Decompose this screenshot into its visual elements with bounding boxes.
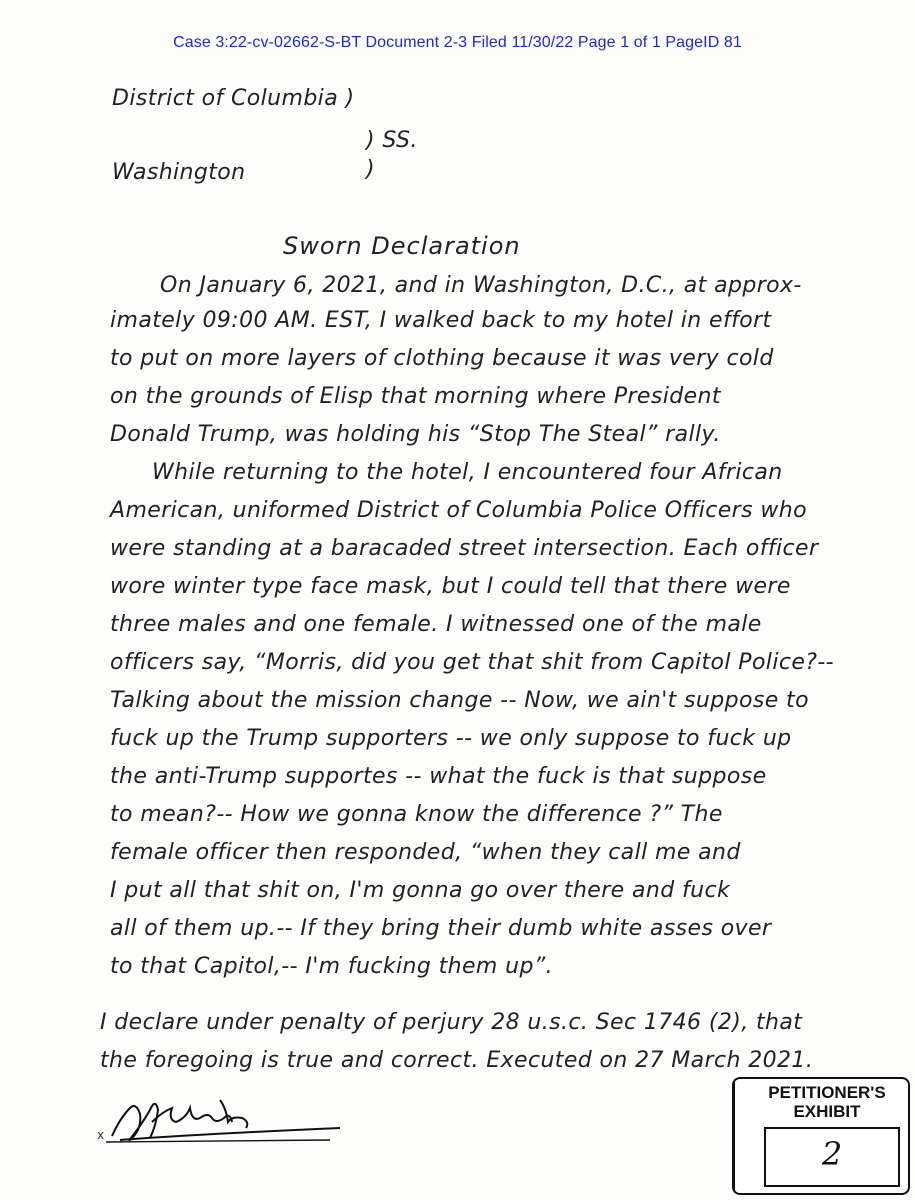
body-line: were standing at a baracaded street intersection. Each officer [110,536,819,561]
exhibit-number: 2 [821,1135,843,1173]
declaration-line: the foregoing is true and correct. Executed on 27 March 2021. [100,1048,814,1073]
body-line: to mean?-- How we gonna know the difference ?” The [110,802,723,827]
body-line: all of them up.-- If they bring their dumb white asses over [110,916,772,941]
body-line: On January 6, 2021, and in Washington, D.C., at approx- [160,273,802,298]
body-line: American, uniformed District of Columbia Police Officers who [110,498,807,523]
body-line: While returning to the hotel, I encountered four African [152,460,783,485]
body-line: to that Capitol,-- I'm fucking them up”. [110,954,554,979]
body-line: the anti-Trump supportes -- what the fuck is that suppose [110,764,767,789]
stamp-title [750,1083,904,1121]
signature-x-mark: x [97,1128,105,1142]
caption-paren: ) [366,157,375,182]
body-line: to put on more layers of clothing because it was very cold [110,346,774,371]
body-line: officers say, “Morris, did you get that shit from Capitol Police?-- [110,650,835,675]
stamp-title-line1: PETITIONER'S [768,1083,886,1102]
caption-district: District of Columbia ) [112,86,355,111]
petitioner-exhibit-stamp [732,1077,910,1195]
body-line: female officer then responded, “when they call me and [110,840,741,865]
caption-ss: ) SS. [366,128,418,153]
body-line: Talking about the mission change -- Now, we ain't suppose to [110,688,809,713]
declaration-line: I declare under penalty of perjury 28 u.s.c. Sec 1746 (2), that [100,1010,803,1035]
body-line: imately 09:00 AM. EST, I walked back to my hotel in effort [110,308,772,333]
stamp-number-box [764,1127,900,1187]
body-line: Donald Trump, was holding his “Stop The Steal” rally. [110,422,721,447]
signature-image [100,1078,350,1158]
body-line: on the grounds of Elisp that morning where President [110,384,721,409]
case-header: Case 3:22-cv-02662-S-BT Document 2-3 Filed 11/30/22 Page 1 of 1 PageID 81 [173,34,742,51]
body-line: I put all that shit on, I'm gonna go over there and fuck [110,878,731,903]
body-line: three males and one female. I witnessed one of the male [110,612,762,637]
stamp-title-line2: EXHIBIT [793,1102,861,1121]
body-line: fuck up the Trump supporters -- we only suppose to fuck up [110,726,792,751]
document-title: Sworn Declaration [283,232,521,260]
caption-washington: Washington [112,160,246,185]
body-line: wore winter type face mask, but I could tell that there were [110,574,791,599]
stamp-vendor-strip [734,1079,749,1193]
